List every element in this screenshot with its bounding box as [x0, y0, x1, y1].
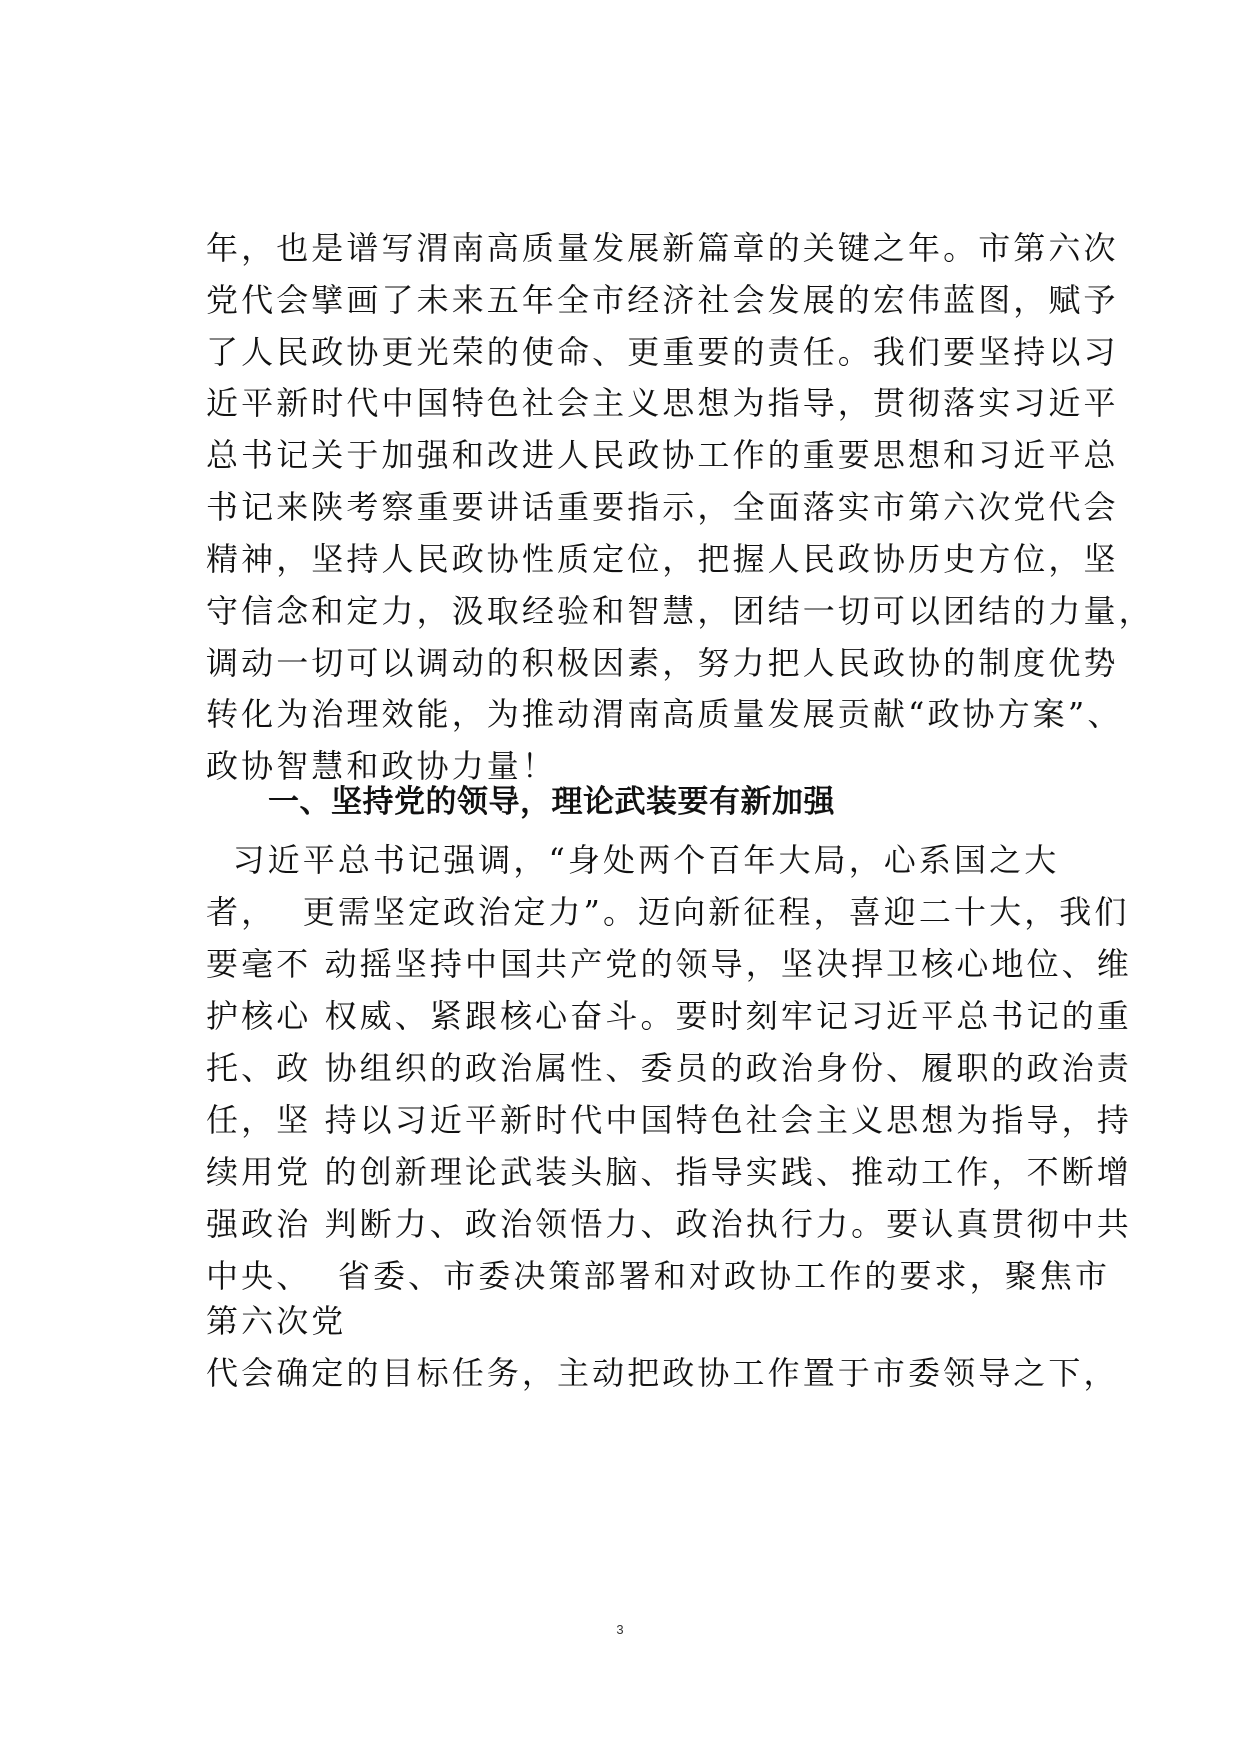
text-line: 书记来陕考察重要讲话重要指示，全面落实市第六次党代会: [206, 488, 1119, 526]
text-line: 近平新时代中国特色社会主义思想为指导，贯彻落实习近平: [206, 384, 1119, 422]
text-line: 习近平总书记强调，“身处两个百年大局，心系国之大: [206, 841, 1060, 879]
text-line: 护核心 权威、紧跟核心奋斗。要时刻牢记习近平总书记的重: [206, 997, 1132, 1035]
page-number: 3: [616, 1622, 624, 1637]
text-line: 总书记关于加强和改进人民政协工作的重要思想和习近平总: [206, 436, 1119, 474]
text-line: 转化为治理效能，为推动渭南高质量发展贡献“政协方案”、: [206, 695, 1123, 733]
text-line: 调动一切可以调动的积极因素，努力把人民政协的制度优势: [206, 644, 1119, 682]
text-line: 党代会擘画了未来五年全市经济社会发展的宏伟蓝图，赋予: [206, 281, 1119, 319]
text-line: 守信念和定力，汲取经验和智慧，团结一切可以团结的力量，: [206, 592, 1154, 630]
text-line: 中央、 省委、市委决策部署和对政协工作的要求，聚焦市: [206, 1257, 1111, 1295]
text-line: 政协智慧和政协力量！: [206, 747, 558, 785]
text-line: 第六次党: [206, 1302, 347, 1340]
text-line: 托、政 协组织的政治属性、委员的政治身份、履职的政治责: [206, 1049, 1132, 1087]
text-line: 年，也是谱写渭南高质量发展新篇章的关键之年。市第六次: [206, 229, 1119, 267]
text-line: 强政治 判断力、政治领悟力、政治执行力。要认真贯彻中共: [206, 1205, 1132, 1243]
text-line: 代会确定的目标任务，主动把政协工作置于市委领导之下，: [206, 1354, 1119, 1392]
text-line: 者， 更需坚定政治定力”。迈向新征程，喜迎二十大，我们: [206, 893, 1130, 931]
text-line: 精神，坚持人民政协性质定位，把握人民政协历史方位，坚: [206, 540, 1119, 578]
section-heading: 一、坚持党的领导，理论武装要有新加强: [268, 784, 835, 820]
text-line: 续用党 的创新理论武装头脑、指导实践、推动工作，不断增: [206, 1153, 1132, 1191]
text-line: 要毫不 动摇坚持中国共产党的领导，坚决捍卫核心地位、维: [206, 945, 1132, 983]
text-line: 任，坚 持以习近平新时代中国特色社会主义思想为指导，持: [206, 1101, 1132, 1139]
text-line: 了人民政协更光荣的使命、更重要的责任。我们要坚持以习: [206, 333, 1119, 371]
